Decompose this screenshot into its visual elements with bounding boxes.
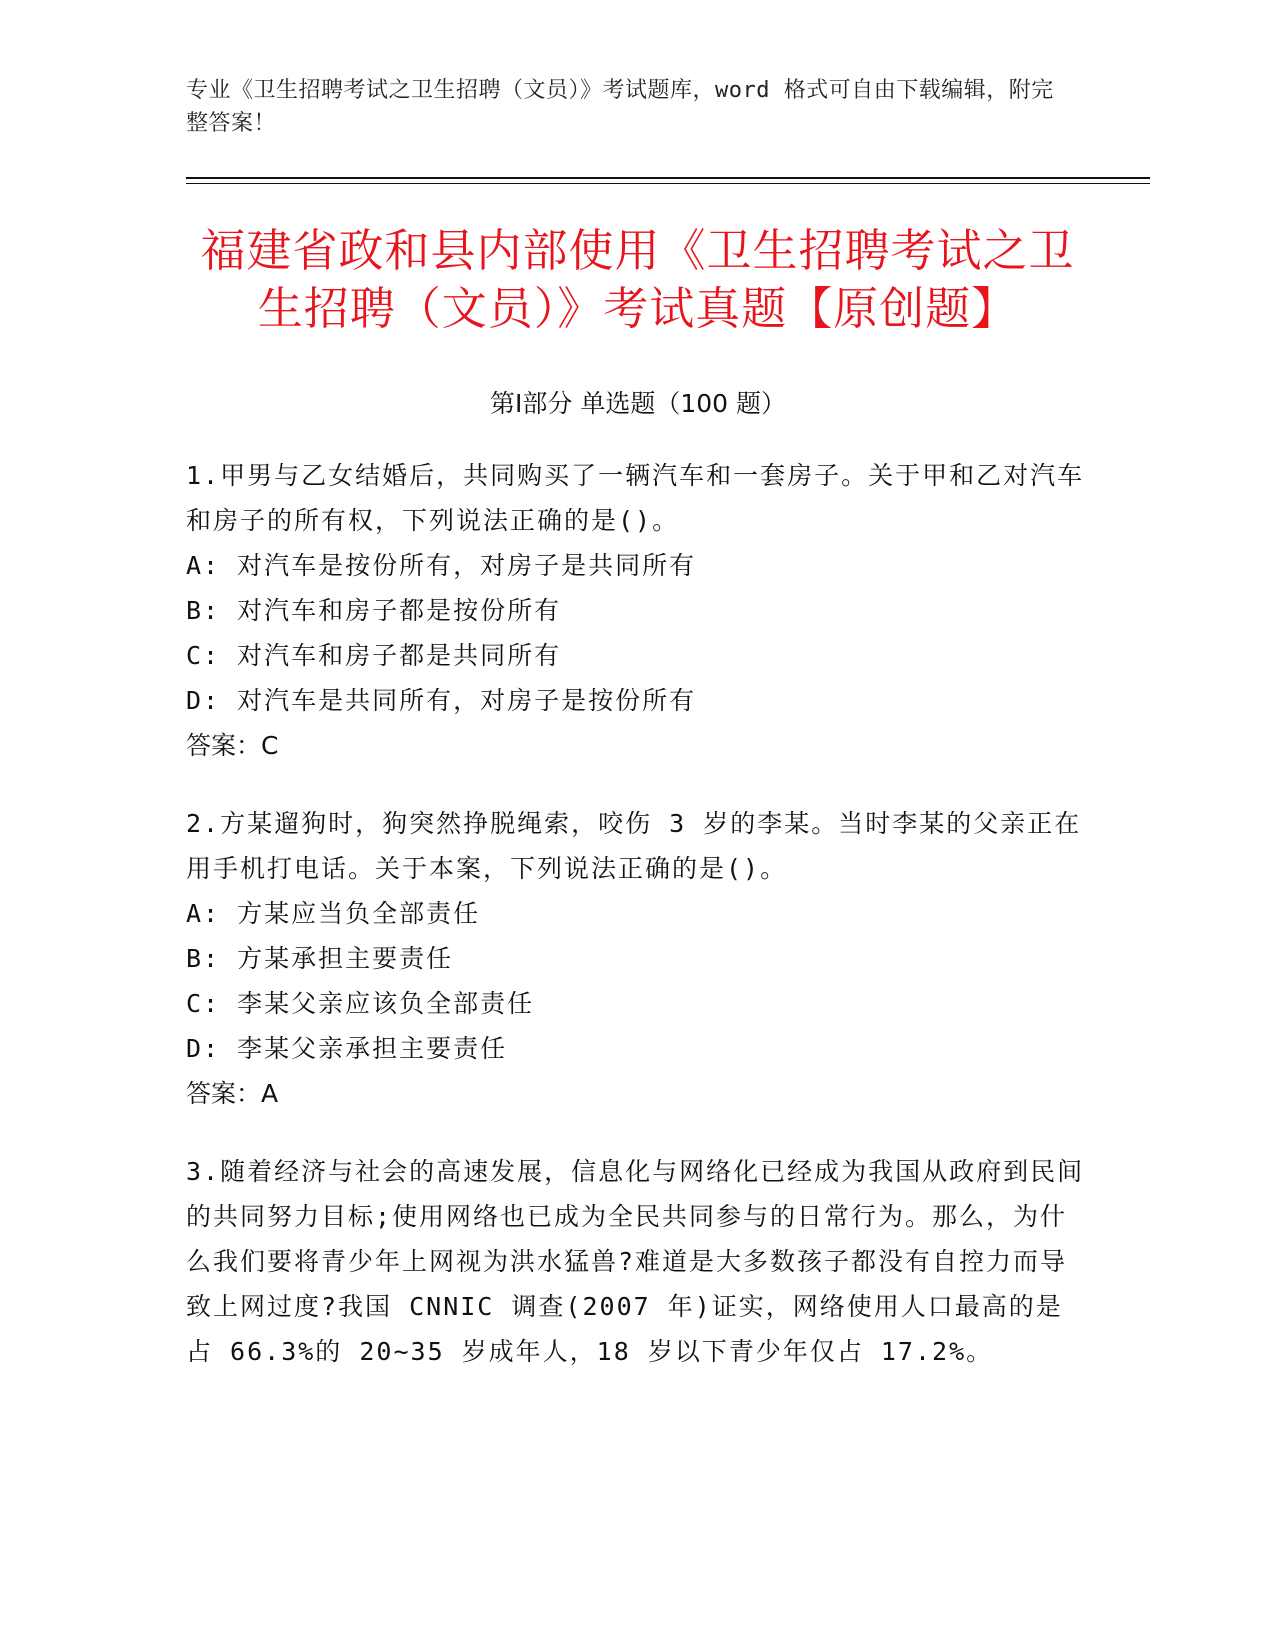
header-rule-thin xyxy=(186,183,1150,184)
question-3 xyxy=(186,1149,1086,1374)
option-b: B: 方某承担主要责任 xyxy=(186,944,454,973)
option-d: D: 对汽车是共同所有，对房子是按份所有 xyxy=(186,686,697,715)
option-a: A: 方某应当负全部责任 xyxy=(186,899,481,928)
question-2 xyxy=(186,801,1086,1116)
question-stem: 2.方某遛狗时，狗突然挣脱绳索，咬伤 3 岁的李某。当时李某的父亲正在用手机打电话。关于本案，下列说法正确的是()。 xyxy=(186,809,1082,883)
option-b: B: 对汽车和房子都是按份所有 xyxy=(186,596,562,625)
option-c: C: 李某父亲应该负全部责任 xyxy=(186,989,535,1018)
option-c: C: 对汽车和房子都是共同所有 xyxy=(186,641,562,670)
answer-line: 答案：A xyxy=(186,1079,279,1108)
question-stem: 3.随着经济与社会的高速发展，信息化与网络化已经成为我国从政府到民间的共同努力目标;使用网络也已成为全民共同参与的日常行为。那么，为什么我们要将青少年上网视为洪水猛兽?难道是大多数孩子都没有自控力而导致上网过度?我国 CNNIC 调查(2007 年)证实，网络使用人口最高的是占 66.3%的 20~35 岁成年人，18 岁以下青少年仅占 17.2%。 xyxy=(186,1157,1085,1366)
option-a: A: 对汽车是按份所有，对房子是共同所有 xyxy=(186,551,697,580)
option-d: D: 李某父亲承担主要责任 xyxy=(186,1034,508,1063)
header-rule-thick xyxy=(186,177,1150,179)
document-title: 福建省政和县内部使用《卫生招聘考试之卫生招聘（文员）》考试真题【原创题】 xyxy=(200,224,1075,335)
header-note: 专业《卫生招聘考试之卫生招聘（文员）》考试题库，word 格式可自由下载编辑，附完整答案！ xyxy=(186,78,1054,136)
question-1 xyxy=(186,453,1086,768)
section-heading: 第Ⅰ部分 单选题（100 题） xyxy=(490,389,786,418)
question-stem: 1.甲男与乙女结婚后，共同购买了一辆汽车和一套房子。关于甲和乙对汽车和房子的所有权，下列说法正确的是()。 xyxy=(186,461,1085,535)
answer-line: 答案：C xyxy=(186,731,279,760)
